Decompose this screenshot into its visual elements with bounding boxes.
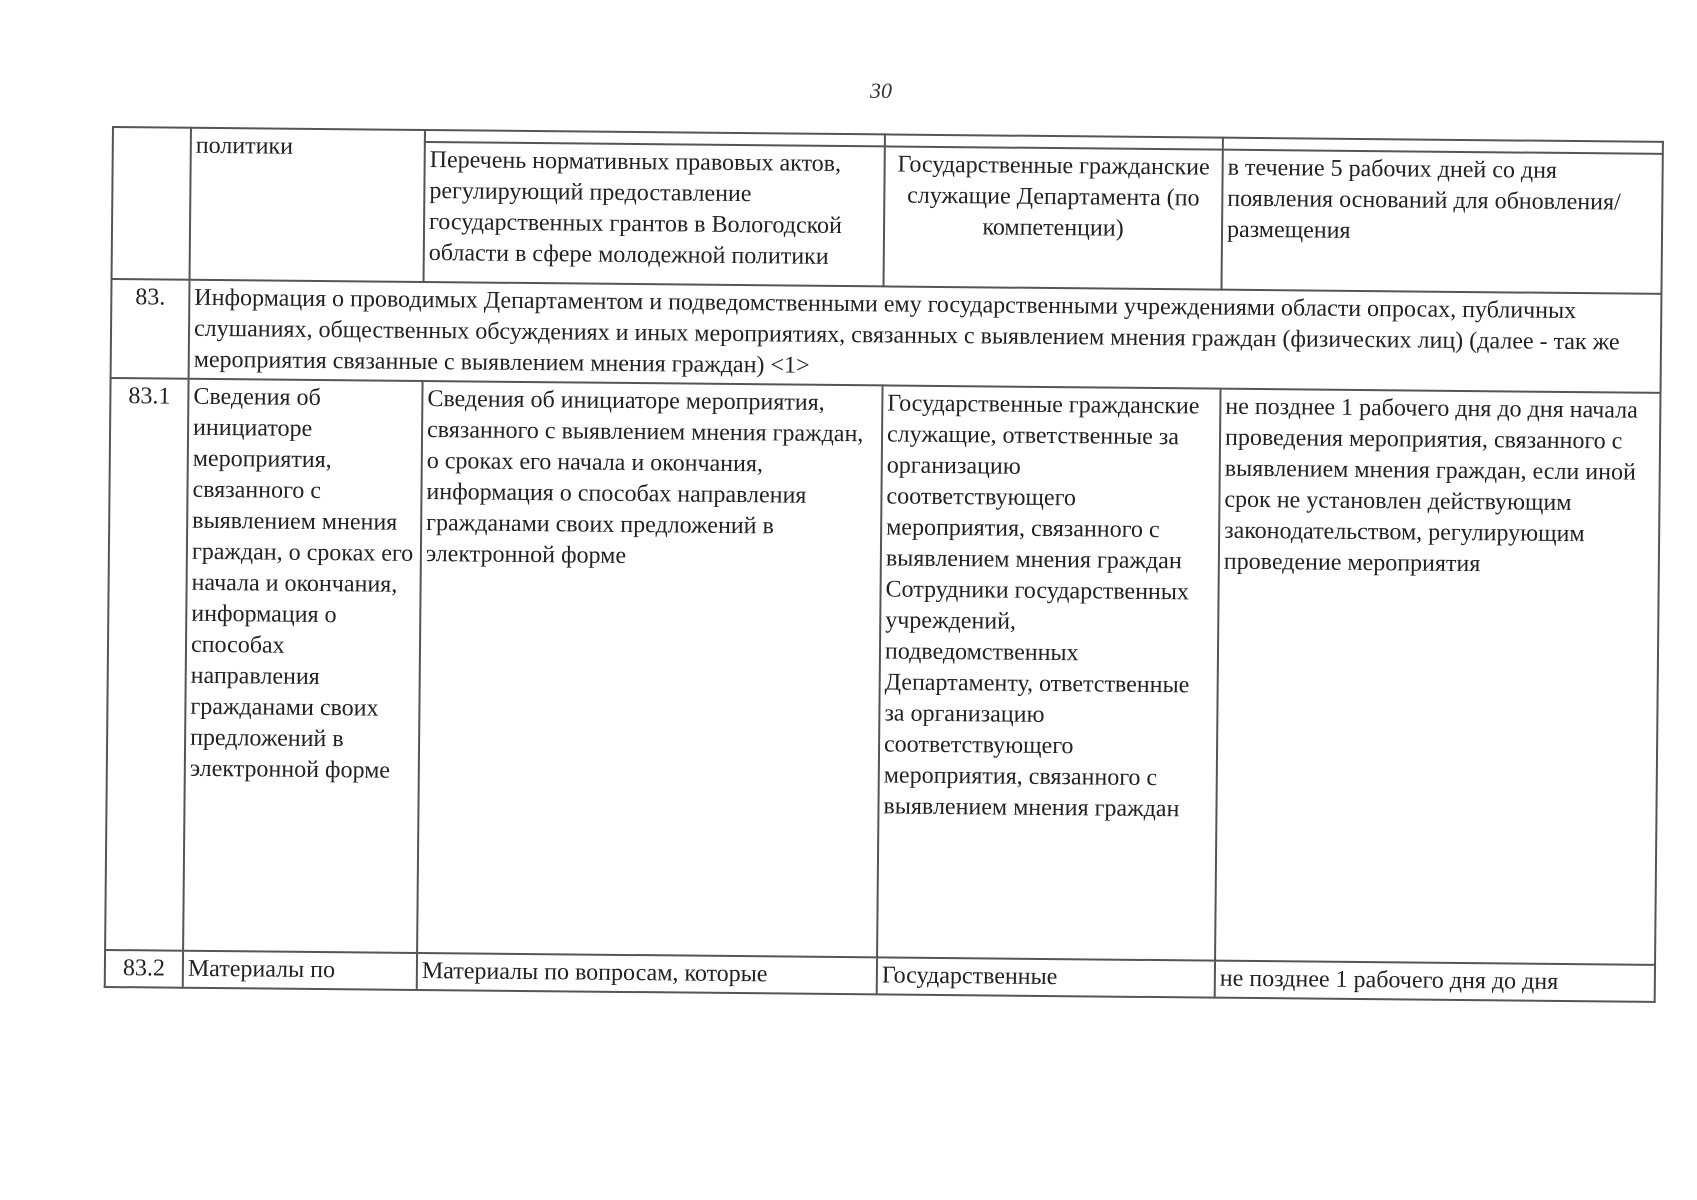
content-cell: Сведения об инициаторе мероприятия, связанного с выявлением мнения граждан, о сроках его начала и окончания, информация о способах направления гражданами своих предложений в электронной форме [417,381,882,957]
row-number-cell: 83.1 [105,378,188,951]
document-table [104,126,1664,1003]
row-number-cell: 83. [111,279,190,379]
content-cell: Материалы по вопросам, которые [417,953,877,994]
subject-cell: политики [190,128,425,282]
row-number-cell [112,127,191,280]
subject-cell: Материалы по [183,951,417,990]
deadline-cell: не позднее 1 рабочего дня до дня начала проведения мероприятия, связанного с выявлением мнения граждан, если иной срок не установлен действующим законодательством, регулирующим проведение мероприятия [1215,389,1660,965]
table-row-83-1 [105,378,1660,965]
responsible-cell: Государственные [877,957,1215,997]
responsible-cell [877,385,1220,960]
page-number: 30 [870,78,892,103]
deadline-cell: не позднее 1 рабочего дня до дня [1215,961,1655,1002]
section-heading-cell: Информация о проводимых Департаментом и подведомственными ему государственными учреждениями области опросах, публичных слушаниях, общественных обсуждениях и иных мероприятиях, связанных с выявлением мнения граждан (физических лиц) (далее - так же мероприятия связанные с выявлением мнения граждан) <1> [189,280,1662,393]
table-row-83 [111,279,1662,393]
deadline-cell: в течение 5 рабочих дней со дня появления оснований для обновления/размещения [1221,150,1662,294]
content-cell: Перечень нормативных правовых актов, регулирующий предоставление государственных грантов в Вологодской области в сфере молодежной политики [424,142,885,286]
row-number-cell: 83.2 [105,950,183,988]
responsible-text-1: Государственные гражданские служащие, ответственные за организацию соответствующего мероприятия, связанного с выявлением мнения граждан [885,390,1200,575]
subject-cell: Сведения об инициаторе мероприятия, связанного с выявлением мнения граждан, о сроках его начала и окончания, информация о способах направления гражданами своих предложений в электронной форме [183,379,422,953]
responsible-cell: Государственные гражданские служащие Департамента (по компетенции) [883,146,1222,289]
responsible-text-2: Сотрудники государственных учреждений, подведомственных Департаменту, ответственные за организацию соответствующего мероприятия, связанного с выявлением мнения граждан [883,576,1190,823]
